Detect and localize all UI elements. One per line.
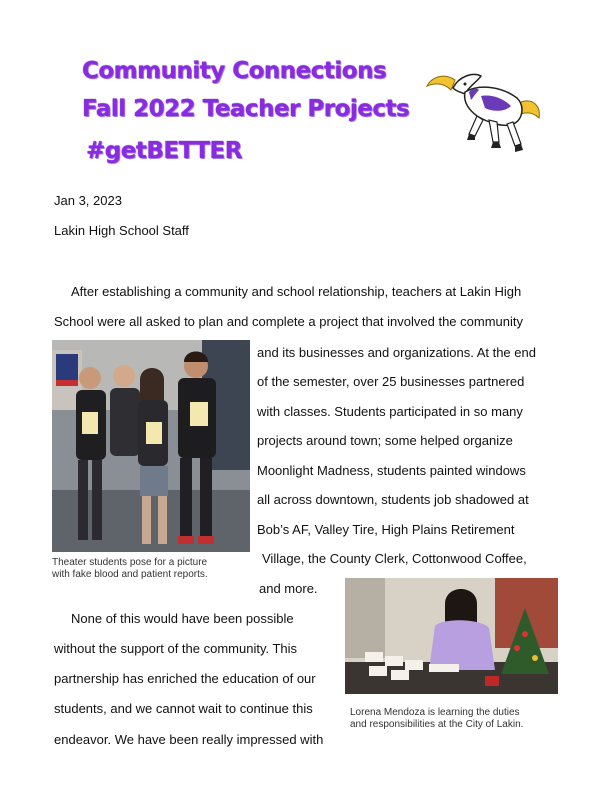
- article-line: Bob’s AF, Valley Tire, High Plains Retirement: [257, 522, 515, 537]
- title-line-2: Fall 2022 Teacher Projects: [82, 96, 410, 122]
- article-line: After establishing a community and school relationship, teachers at Lakin High: [71, 284, 522, 299]
- article-line: without the support of the community. This: [54, 641, 298, 656]
- article-line: with classes. Students participated in so many: [257, 404, 523, 419]
- article-line: students, and we cannot wait to continue this: [54, 701, 313, 716]
- article-line: None of this would have been possible: [71, 611, 294, 626]
- article-line: Village, the County Clerk, Cottonwood Coffee,: [262, 551, 527, 566]
- article-line: of the semester, over 25 businesses partnered: [257, 374, 525, 389]
- title-line-1: Community Connections: [82, 58, 387, 84]
- city-of-lakin-photo: [345, 578, 558, 694]
- article-line: projects around town; some helped organize: [257, 433, 513, 448]
- city-photo-caption-line-1: Lorena Mendoza is learning the duties: [350, 707, 520, 718]
- article-line: and more.: [259, 581, 318, 596]
- article-date: Jan 3, 2023: [54, 193, 122, 208]
- article-author: Lakin High School Staff: [54, 223, 189, 238]
- article-line: all across downtown, students job shadowed at: [257, 492, 529, 507]
- theater-photo-caption-line-1: Theater students pose for a picture: [52, 557, 208, 568]
- article-line: and its businesses and organizations. At the end: [257, 345, 536, 360]
- article-line: Moonlight Madness, students painted windows: [257, 463, 526, 478]
- hashtag: #getBETTER: [86, 138, 242, 164]
- theater-photo-caption-line-2: with fake blood and patient reports.: [52, 569, 208, 580]
- city-photo-caption-line-2: and responsibilities at the City of Lakin.: [350, 719, 524, 730]
- mustang-horse-icon: [425, 62, 543, 154]
- article-line: endeavor. We have been really impressed with: [54, 732, 324, 747]
- article-line: partnership has enriched the education of our: [54, 671, 316, 686]
- article-line: School were all asked to plan and complete a project that involved the community: [54, 314, 523, 329]
- theater-students-photo: [52, 340, 250, 552]
